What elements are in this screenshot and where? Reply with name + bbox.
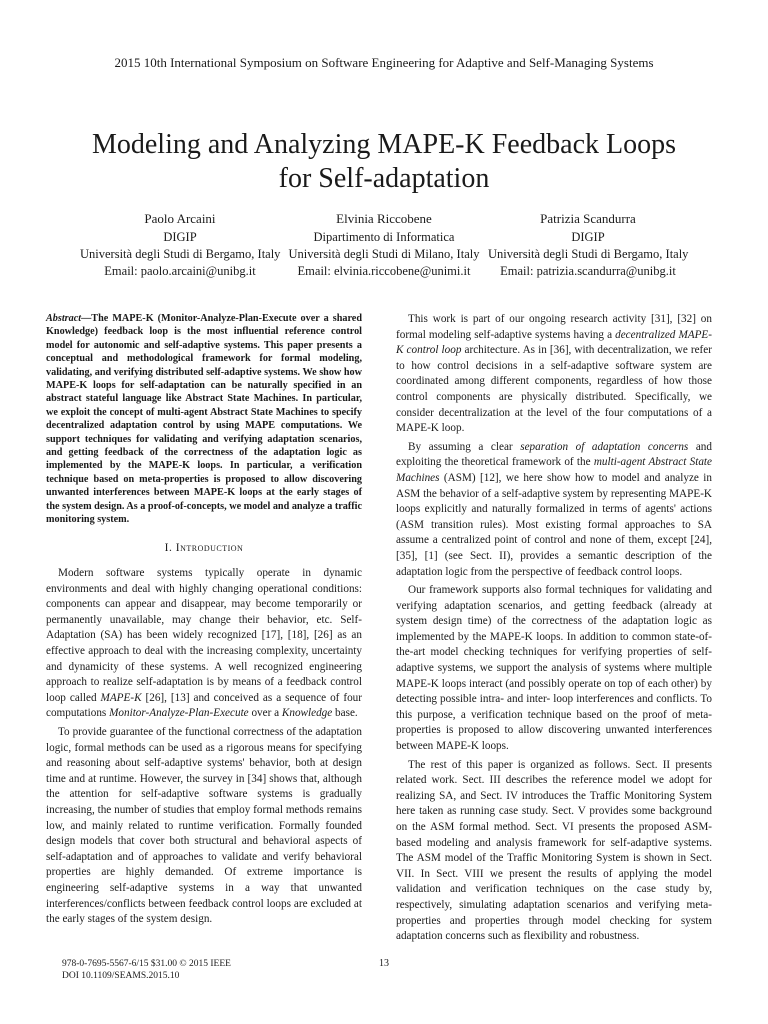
- text-run: By assuming a clear: [408, 440, 521, 453]
- footer-doi: DOI 10.1109/SEAMS.2015.10: [62, 971, 180, 981]
- abstract-lead: Abstract: [46, 313, 82, 324]
- intro-paragraph-6: The rest of this paper is organized as follows. Sect. II presents related work. Sect. III describes the reference model we adopt for realizing SA, and Sect. IV introduces the Traffic Monitoring System here taken as running case study. Sect. V provides some background on the ASM formal method. Sect. VI presents the proposed ASM-based modeling and analysis framework for self-adaptive systems. The ASM model of the Traffic Monitoring System is shown in Sect. VII. In Sect. VIII we present the results of applying the model validation and verification techniques on the case study by, respectively, simulating adaptation scenarios and verifying meta-properties and properties through model checking for system adaptation concerns such as flexibility and robustness.: [396, 758, 712, 943]
- section-title: Introduction: [175, 541, 244, 554]
- author-name: Paolo Arcaini: [144, 211, 216, 226]
- author-1: [80, 210, 280, 280]
- emphasis-run: multi-agent Abstract State Machines: [396, 456, 712, 484]
- author-email: Email: elvinia.riccobene@unimi.it: [297, 264, 471, 278]
- text-run: architecture. As in [36], with decentralization, we refer to how control decisions in a self-adaptive software system are coordinated among different components, regardless of how those control components are physically distributed. Specifically, we consider decentralization at the level of the four computations of a MAPE-K loop.: [396, 344, 712, 435]
- text-run: base.: [332, 707, 358, 720]
- author-3: [488, 210, 688, 280]
- title-line-2: for Self-adaptation: [278, 163, 490, 194]
- right-column: [396, 312, 712, 948]
- title-line-1: Modeling and Analyzing MAPE-K Feedback Loops: [91, 129, 677, 160]
- intro-paragraph-1: [46, 566, 362, 722]
- author-affiliation: Università degli Studi di Milano, Italy: [288, 247, 480, 261]
- author-name: Patrizia Scandurra: [540, 211, 636, 226]
- emphasis-run: Monitor-Analyze-Plan-Execute: [109, 707, 249, 720]
- intro-paragraph-5: Our framework supports also formal techniques for validating and verifying adaptation scenarios, and getting feedback (already at system design time) of the correctness of the adaptation logic as implemented by the MAPE-K loops. In addition to common state-of-the-art model checking techniques for verifying properties of self-adaptive systems, we support the analysis of systems where multiple MAPE-K loops interact (and possibly operate on top of each other) by detecting possible intra- and inter- loop interferences and conflicts. To this purpose, a verification technique based on the proof of meta-properties is proposed to allow discovering unwanted interferences between MAPE-K loops.: [396, 584, 712, 753]
- text-run: This work is part of our ongoing research activity [31], [32] on formal modeling self-adaptive systems having a: [396, 313, 712, 341]
- emphasis-run: separation of adaptation concerns: [520, 440, 689, 453]
- left-column: [46, 312, 362, 931]
- author-dept: Dipartimento di Informatica: [313, 230, 455, 244]
- author-dept: DIGIP: [163, 230, 197, 244]
- paper-title: [40, 128, 728, 196]
- intro-paragraph-4: [396, 440, 712, 580]
- text-run: Modern software systems typically operate in dynamic environments and deal with highly changing operational conditions: components can appear and disappear, may become temporarily or permanently unavailable, may change their behavior, etc. Self-Adaptation (SA) has been widely recognized [17], [18], [26] as an effective approach to deal with the increasing complexity, uncertainty and dynamicity of these systems. A well recognized engineering approach to realize self-adaptation is by means of a feedback control loop called: [46, 567, 362, 704]
- footer-isbn: 978-0-7695-5567-6/15 $31.00 © 2015 IEEE: [62, 959, 231, 969]
- intro-paragraph-3: [396, 312, 712, 437]
- author-email: Email: patrizia.scandurra@unibg.it: [500, 264, 676, 278]
- footer-copyright: [62, 958, 231, 982]
- author-block: [80, 210, 688, 280]
- author-2: [284, 210, 484, 280]
- emphasis-run: decentralized MAPE-K control loop: [396, 328, 712, 357]
- text-run: (ASM) [12], we here show how to model and analyze in ASM the behavior of a self-adaptive system by representing MAPE-K loops explicitly and naturally formalized in terms of agents' actions (ASM transition rules). Most existing formal approaches to SA assume a centralized point of control and none of them, except [24], [35], [1] (see Sect. II), provides a semantic description of the adaptation logic from the perspective of feedback control loops.: [396, 471, 712, 578]
- page-number: 13: [379, 958, 389, 969]
- section-number: I.: [164, 541, 173, 554]
- section-heading-introduction: [46, 541, 362, 557]
- emphasis-run: MAPE-K: [100, 691, 142, 704]
- author-affiliation: Università degli Studi di Bergamo, Italy: [80, 247, 281, 261]
- text-run: and exploiting the theoretical framework of the: [396, 440, 712, 469]
- author-dept: DIGIP: [571, 230, 605, 244]
- author-email: Email: paolo.arcaini@unibg.it: [104, 264, 256, 278]
- abstract: [46, 312, 362, 527]
- emphasis-run: Knowledge: [281, 707, 333, 720]
- author-name: Elvinia Riccobene: [336, 211, 432, 226]
- intro-paragraph-2: To provide guarantee of the functional correctness of the adaptation logic, formal methods can be used as a rigorous means for specifying and reasoning about self-adaptive systems' behavior, both at design time and at runtime. However, the survey in [34] shows that, although the attention for self-adaptive software systems is gradually increasing, the number of studies that employ formal methods remains low, and mainly related to runtime verification. Formally founded design models that cover both structural and behavioral aspects of self-adaptation and of approaches to validate and verify behavioral properties are highly demanded. Of extreme importance is engineering self-adaptive systems in a way that unwanted interferences/conflicts between feedback control loops are excluded at the early stages of the system design.: [46, 726, 362, 926]
- abstract-text: —The MAPE-K (Monitor-Analyze-Plan-Execute over a shared Knowledge) feedback loop is the most influential reference control model for autonomic and self-adaptive systems. This paper presents a conceptual and methodological framework for formal modeling, validating, and verifying distributed self-adaptive systems. We show how MAPE-K loops for self-adaptation can be naturally specified in an abstract stateful language like Abstract State Machines. In particular, we exploit the concept of multi-agent Abstract State Machines to specify decentralized adaptation control by using MAPE computations. We support techniques for validating and verifying adaptation scenarios, and getting feedback of the correctness of the adaptation logic as implemented by the MAPE-K loops. In particular, a verification technique based on meta-properties is proposed to allow discovering unwanted interferences between MAPE-K loops at the early stages of the system design. As a proof-of-concepts, we model and analyze a traffic monitoring system.: [46, 313, 362, 526]
- text-run: over a: [248, 707, 282, 720]
- author-affiliation: Università degli Studi di Bergamo, Italy: [488, 247, 689, 261]
- text-run: [26], [13] and conceived as a sequence of four computations: [46, 691, 363, 720]
- conference-header: 2015 10th International Symposium on Software Engineering for Adaptive and Self-Managing Systems: [114, 55, 654, 70]
